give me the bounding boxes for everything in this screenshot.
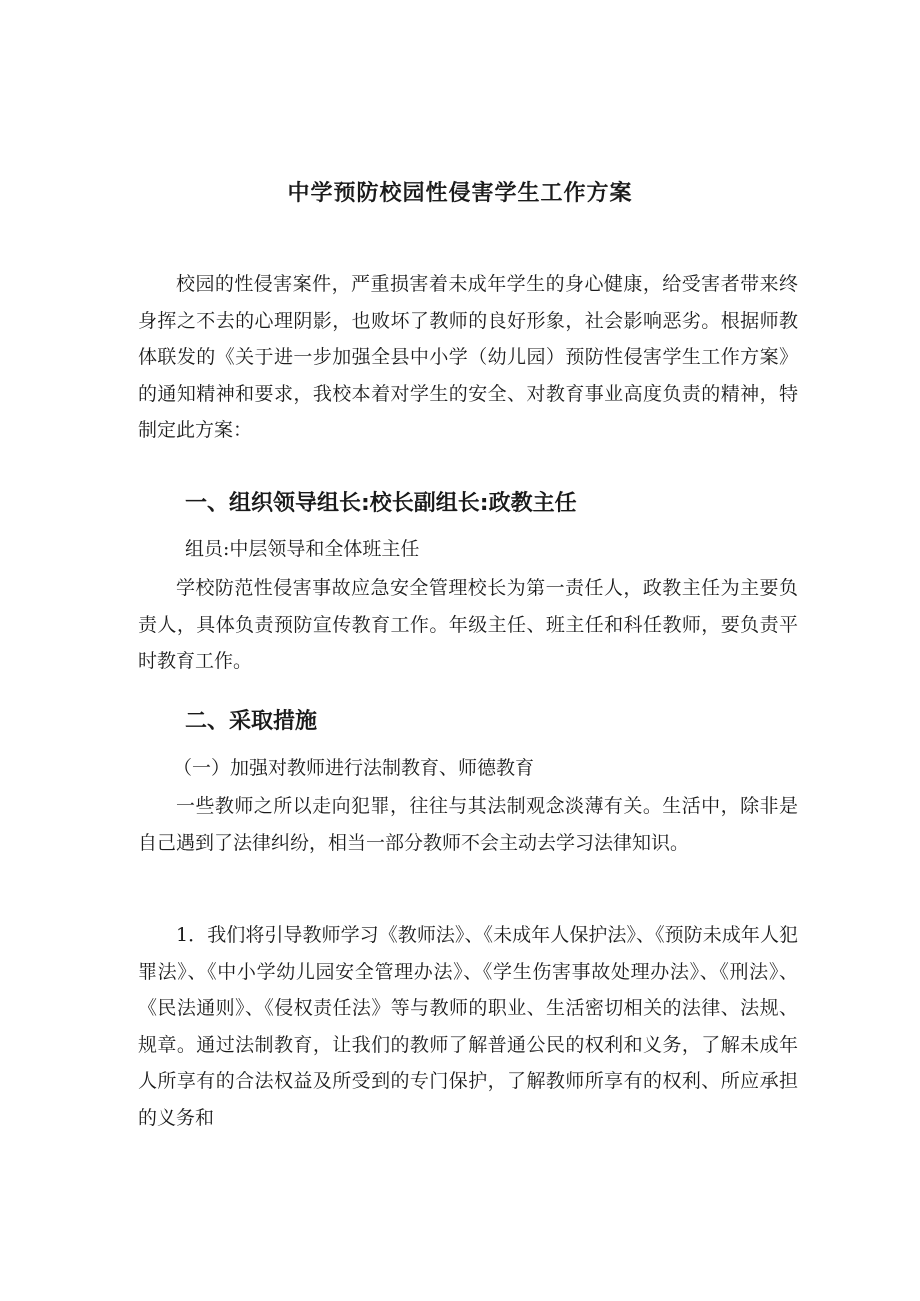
section2-heading: 二、采取措施 [185,709,318,734]
section2-sub1-body: 一些教师之所以走向犯罪，往往与其法制观念淡薄有关。生活中，除非是自己遇到了法律纠纷，相当一部分教师不会主动去学习法律知识。 [138,795,798,854]
list-item-1: 1．我们将引导教师学习《教师法》、《未成年人保护法》、《预防未成年人犯罪法》、《中小学幼儿园安全管理办法》、《学生伤害事故处理办法》、《刑法》、《民法通则》、《侵权责任法》等与教师的职业、生活密切相关的法律、法规、规章。通过法制教育，让我们的教师了解普通公民的权利和义务，了解未成年人所享有的合法权益及所受到的专门保护，了解教师所享有的权利、所应承担的义务和 [138,924,798,1129]
intro-paragraph: 校园的性侵害案件，严重损害着未成年学生的身心健康，给受害者带来终身挥之不去的心理阴影，也败坏了教师的良好形象，社会影响恶劣。根据师教体联发的《关于进一步加强全县中小学（幼儿园）预防性侵害学生工作方案》的通知精神和要求，我校本着对学生的安全、对教育事业高度负责的精神，特制定此方案： [138,273,798,441]
section2-subheading-1: （一）加强对教师进行法制教育、师德教育 [173,757,535,779]
document-title: 中学预防校园性侵害学生工作方案 [287,181,633,206]
section1-body: 学校防范性侵害事故应急安全管理校长为第一责任人，政教主任为主要负责人，具体负责预防宣传教育工作。年级主任、班主任和科任教师，要负责平时教育工作。 [138,577,798,672]
section1-heading: 一、组织领导组长:校长副组长:政教主任 [185,491,577,516]
section1-members: 组员:中层领导和全体班主任 [185,538,420,560]
